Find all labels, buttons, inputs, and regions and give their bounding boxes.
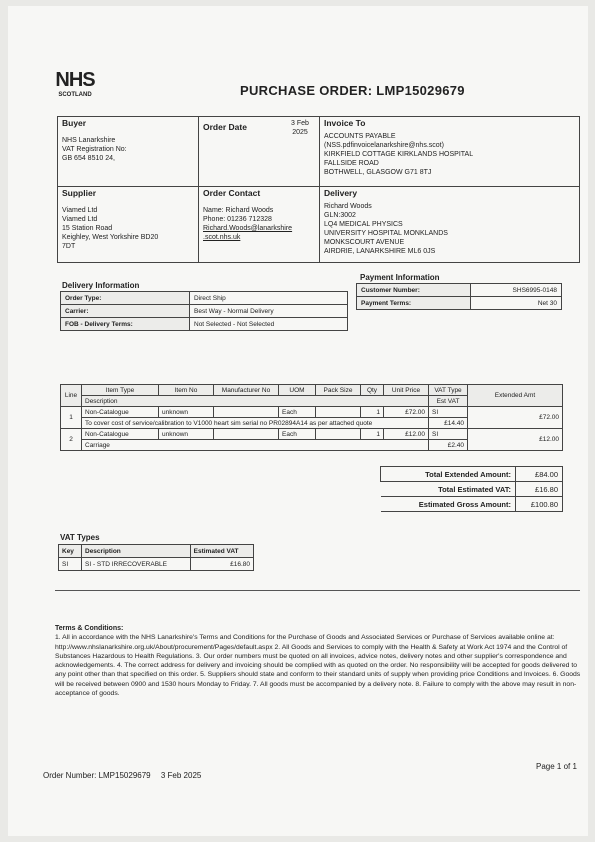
invoice-line: BOTHWELL, GLASGOW G71 8TJ	[324, 169, 432, 176]
terms-title: Terms & Conditions:	[55, 625, 124, 632]
supplier-line: 7DT	[62, 243, 76, 250]
delivery-line: AIRDRIE, LANARKSHIRE ML6 0JS	[324, 248, 436, 255]
payment-info-title: Payment Information	[360, 273, 440, 282]
totals-row	[381, 482, 563, 497]
invoice-to-cell	[320, 117, 580, 187]
buyer-line: VAT Registration No:	[62, 146, 127, 153]
footer-order-number	[43, 771, 201, 780]
totals-row	[381, 497, 563, 512]
col-manufacturer-no: Manufacturer No	[214, 385, 279, 396]
col-extended-amt: Extended Amt	[468, 385, 563, 407]
total-label: Total Extended Amount:	[381, 467, 516, 482]
row-uom: Each	[279, 407, 316, 418]
col-item-type: Item Type	[82, 385, 159, 396]
row-manufacturer-no	[214, 429, 279, 440]
delivery-info-label: Order Type:	[61, 292, 190, 305]
row-qty: 1	[361, 429, 384, 440]
col-description: Description	[82, 396, 429, 407]
vat-col-estimated: Estimated VAT	[190, 545, 253, 558]
total-label: Estimated Gross Amount:	[381, 497, 516, 512]
terms-and-conditions	[55, 624, 585, 698]
row-vat-type: SI	[429, 407, 468, 418]
row-est-vat: £2.40	[429, 440, 468, 451]
invoice-line: (NSS.pdfinvoicelanarkshire@nhs.scot)	[324, 142, 444, 149]
col-unit-price: Unit Price	[384, 385, 429, 396]
line-items-table	[60, 384, 563, 451]
logo-scotland-text: SCOTLAND	[58, 92, 92, 98]
footer-page-number: Page 1 of 1	[536, 762, 577, 771]
row-vat-type: SI	[429, 429, 468, 440]
row-qty: 1	[361, 407, 384, 418]
col-item-no: Item No	[159, 385, 214, 396]
supplier-cell	[58, 187, 199, 263]
terms-text: 1. All in accordance with the NHS Lanarkshire's Terms and Conditions for the Purchase of Goods and Associated Services or Purchase of Services available online at: http://www.nhslanarkshire.org.uk/About/procurement/Pages/default.aspx 2. All Goods and Services to comply with the Health & Safety at Work Act 1974 and the Control of Substances Hazardous to Health Regulations. 3. Our order numbers must be quoted on all invoices, advice notes, delivery notes and other supplier's correspondence and acknowledgements. 4. The correct address for delivery and invoicing should be complied with as quoted on the order. No responsibility will be accepted for goods delivered to any point other than that specified on this order. 5. Suppliers should state and conform to their standard units of supply when providing price Conditions and Invoices. 6. Goods will be received between 0900 and 1530 hours Monday to Friday. 7. All goods must be accompanied by a delivery note. 8. Failure to comply with the above may result in non-acceptance of goods.	[55, 634, 581, 698]
payment-info-table	[356, 283, 562, 310]
col-uom: UOM	[279, 385, 316, 396]
order-contact-label: Order Contact	[203, 188, 261, 198]
total-value: £100.80	[516, 497, 563, 512]
page-title: PURCHASE ORDER: LMP15029679	[240, 83, 465, 98]
col-line: Line	[61, 385, 82, 407]
buyer-label: Buyer	[62, 118, 87, 128]
supplier-line: Viamed Ltd	[62, 216, 98, 223]
col-vat-type: VAT Type	[429, 385, 468, 396]
vat-col-key: Key	[59, 545, 82, 558]
col-qty: Qty	[361, 385, 384, 396]
supplier-label: Supplier	[62, 188, 97, 198]
row-extended-amt: £72.00	[468, 407, 563, 429]
vat-types-table	[58, 544, 254, 571]
total-value: £16.80	[516, 482, 563, 497]
footer-date: 3 Feb 2025	[160, 771, 202, 780]
invoice-line: FALLSIDE ROAD	[324, 160, 379, 167]
payment-info-value: SHS6995-0148	[471, 284, 562, 297]
row-uom: Each	[279, 429, 316, 440]
totals-table	[380, 466, 563, 512]
contact-email[interactable]: .scot.nhs.uk	[203, 234, 241, 241]
delivery-info-value: Direct Ship	[190, 292, 348, 305]
row-unit-price: £72.00	[384, 407, 429, 418]
vat-amount: £16.80	[190, 558, 253, 571]
supplier-line: 15 Station Road	[62, 225, 113, 232]
row-unit-price: £12.00	[384, 429, 429, 440]
delivery-line: MONKSCOURT AVENUE	[324, 239, 405, 246]
contact-line: Name: Richard Woods	[203, 207, 274, 214]
payment-info-value: Net 30	[471, 297, 562, 310]
delivery-info-table	[60, 291, 348, 331]
table-row	[59, 558, 254, 571]
vat-description: SI - STD IRRECOVERABLE	[82, 558, 191, 571]
buyer-cell	[58, 117, 199, 187]
row-line-no: 1	[61, 407, 82, 429]
row-pack-size	[316, 429, 361, 440]
delivery-info-row	[61, 318, 348, 331]
row-est-vat: £14.40	[429, 418, 468, 429]
payment-info-row	[357, 284, 562, 297]
total-value: £84.00	[516, 467, 563, 482]
delivery-info-row	[61, 292, 348, 305]
buyer-line: NHS Lanarkshire	[62, 137, 116, 144]
table-row	[61, 429, 563, 440]
col-est-vat: Est VAT	[429, 396, 468, 407]
contact-email[interactable]: Richard.Woods@lanarkshire	[203, 225, 293, 232]
vat-key: SI	[59, 558, 82, 571]
row-line-no: 2	[61, 429, 82, 451]
delivery-label: Delivery	[324, 188, 358, 198]
order-date-value: 3 Feb 2025	[291, 120, 309, 136]
divider	[55, 590, 580, 591]
delivery-line: Richard Woods	[324, 203, 372, 210]
delivery-info-row	[61, 305, 348, 318]
col-pack-size: Pack Size	[316, 385, 361, 396]
table-row	[61, 407, 563, 418]
vat-col-description: Description	[82, 545, 191, 558]
logo-nhs-text: NHS	[55, 69, 95, 91]
nhs-scotland-logo	[50, 70, 100, 98]
delivery-info-value: Not Selected - Not Selected	[190, 318, 348, 331]
order-date-label: Order Date	[203, 122, 247, 132]
order-date-cell	[199, 117, 320, 187]
delivery-info-label: FOB - Delivery Terms:	[61, 318, 190, 331]
totals-row	[381, 467, 563, 482]
delivery-info-label: Carrier:	[61, 305, 190, 318]
order-contact-cell	[199, 187, 320, 263]
supplier-line: Viamed Ltd	[62, 207, 98, 214]
row-extended-amt: £12.00	[468, 429, 563, 451]
row-manufacturer-no	[214, 407, 279, 418]
invoice-line: ACCOUNTS PAYABLE	[324, 133, 396, 140]
delivery-info-title: Delivery Information	[62, 281, 140, 290]
delivery-info-value: Best Way - Normal Delivery	[190, 305, 348, 318]
row-pack-size	[316, 407, 361, 418]
delivery-line: LQ4 MEDICAL PHYSICS	[324, 221, 403, 228]
invoice-to-label: Invoice To	[324, 118, 366, 128]
vat-types-title: VAT Types	[60, 533, 100, 542]
delivery-cell	[320, 187, 580, 263]
row-description: Carriage	[82, 440, 429, 451]
supplier-line: Keighley, West Yorkshire BD20	[62, 234, 159, 241]
payment-info-label: Customer Number:	[357, 284, 471, 297]
row-item-type: Non-Catalogue	[82, 429, 159, 440]
total-label: Total Estimated VAT:	[381, 482, 516, 497]
row-item-no: unknown	[159, 429, 214, 440]
row-description: To cover cost of service/calibration to V1000 heart sim serial no PR02894A14 as per attached quote	[82, 418, 429, 429]
payment-info-row	[357, 297, 562, 310]
payment-info-label: Payment Terms:	[357, 297, 471, 310]
row-item-type: Non-Catalogue	[82, 407, 159, 418]
footer-order-number-text: Order Number: LMP15029679	[43, 771, 151, 780]
delivery-line: GLN:3002	[324, 212, 356, 219]
buyer-line: GB 654 8510 24,	[62, 155, 115, 162]
header-info-table	[57, 116, 580, 263]
row-item-no: unknown	[159, 407, 214, 418]
contact-line: Phone: 01236 712328	[203, 216, 272, 223]
delivery-line: UNIVERSITY HOSPITAL MONKLANDS	[324, 230, 448, 237]
invoice-line: KIRKFIELD COTTAGE KIRKLANDS HOSPITAL	[324, 151, 474, 158]
